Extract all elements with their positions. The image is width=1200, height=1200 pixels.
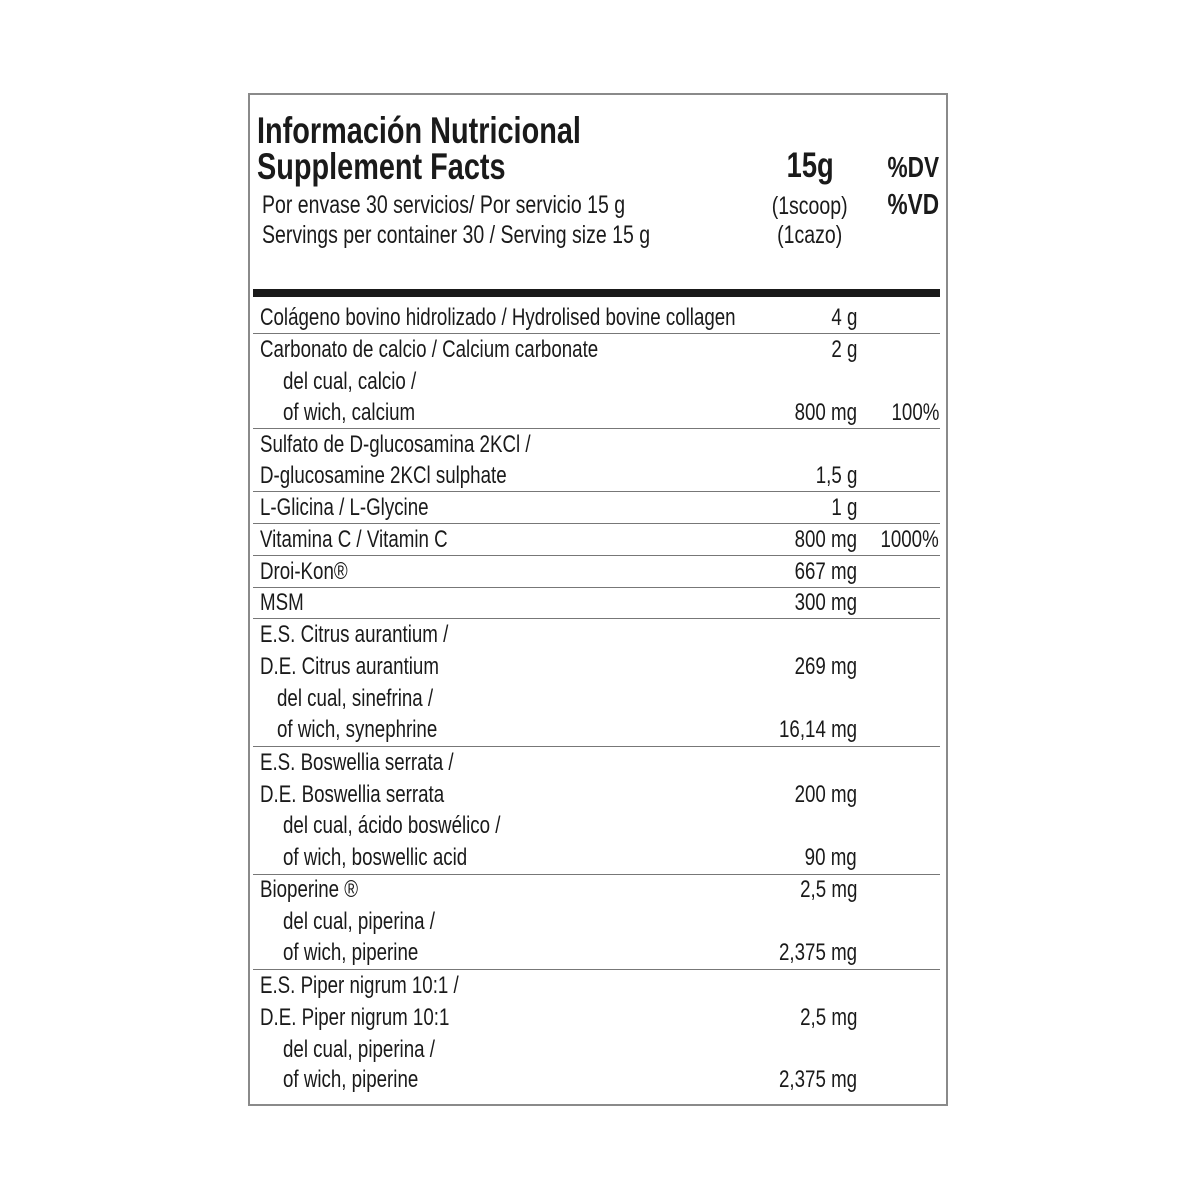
nutrient-amount: 2,375 mg bbox=[778, 939, 857, 966]
dv-en-heading: %DV bbox=[887, 152, 939, 184]
dv-es-heading: %VD bbox=[887, 189, 939, 221]
title-es: Información Nutricional bbox=[257, 110, 581, 151]
nutrient-amount: 300 mg bbox=[794, 589, 857, 616]
nutrient-amount: 2,5 mg bbox=[799, 876, 857, 903]
nutrient-dv: 1000% bbox=[880, 526, 939, 553]
nutrient-amount: 1,5 g bbox=[815, 462, 857, 489]
nutrient-amount: 800 mg bbox=[794, 526, 857, 553]
nutrient-name: Carbonato de calcio / Calcium carbonate bbox=[260, 336, 599, 363]
nutrient-amount: 16,14 mg bbox=[778, 716, 857, 743]
nutrient-amount: 1 g bbox=[830, 494, 857, 521]
nutrient-name: E.S. Boswellia serrata / bbox=[260, 749, 454, 776]
nutrient-subname: del cual, piperina / bbox=[283, 908, 435, 935]
nutrient-subname: of wich, synephrine bbox=[277, 716, 438, 743]
nutrient-subname: del cual, sinefrina / bbox=[277, 685, 434, 712]
nutrient-subname: of wich, boswellic acid bbox=[283, 844, 468, 871]
row-divider bbox=[253, 587, 940, 588]
row-divider bbox=[253, 969, 940, 970]
nutrient-dv: 100% bbox=[891, 399, 939, 426]
scoop-en: (1scoop) bbox=[772, 192, 848, 220]
nutrient-amount: 2,375 mg bbox=[778, 1066, 857, 1093]
nutrient-name: E.S. Citrus aurantium / bbox=[260, 621, 449, 648]
nutrient-name: D-glucosamine 2KCl sulphate bbox=[260, 462, 507, 489]
nutrient-name: Droi-Kon® bbox=[260, 558, 348, 585]
nutrient-subname: of wich, piperine bbox=[283, 1066, 419, 1093]
nutrient-amount: 2 g bbox=[830, 336, 857, 363]
nutrient-amount: 800 mg bbox=[794, 399, 857, 426]
row-divider bbox=[253, 874, 940, 875]
row-divider bbox=[253, 618, 940, 619]
row-divider bbox=[253, 523, 940, 524]
serving-info-es: Por envase 30 servicios/ Por servicio 15 g bbox=[262, 191, 626, 219]
row-divider bbox=[253, 555, 940, 556]
nutrient-name: D.E. Boswellia serrata bbox=[260, 781, 445, 808]
row-divider bbox=[253, 428, 940, 429]
nutrient-amount: 269 mg bbox=[794, 653, 857, 680]
nutrient-name: D.E. Citrus aurantium bbox=[260, 653, 439, 680]
title-en: Supplement Facts bbox=[257, 146, 506, 187]
nutrient-subname: of wich, calcium bbox=[283, 399, 416, 426]
row-divider bbox=[253, 746, 940, 747]
nutrient-name: Sulfato de D-glucosamina 2KCl / bbox=[260, 431, 531, 458]
header-divider bbox=[253, 289, 940, 297]
nutrient-amount: 90 mg bbox=[804, 844, 857, 871]
nutrient-name: E.S. Piper nigrum 10:1 / bbox=[260, 972, 459, 999]
nutrient-name: MSM bbox=[260, 589, 304, 616]
nutrient-name: Vitamina C / Vitamin C bbox=[260, 526, 448, 553]
row-divider bbox=[253, 491, 940, 492]
nutrient-name: L-Glicina / L-Glycine bbox=[260, 494, 429, 521]
nutrient-name: Bioperine ® bbox=[260, 876, 359, 903]
nutrient-subname: del cual, ácido boswélico / bbox=[283, 812, 501, 839]
nutrient-subname: of wich, piperine bbox=[283, 939, 419, 966]
serving-info-en: Servings per container 30 / Serving size 15 g bbox=[262, 221, 651, 249]
nutrient-subname: del cual, piperina / bbox=[283, 1036, 435, 1063]
nutrient-amount: 200 mg bbox=[794, 781, 857, 808]
nutrient-name: D.E. Piper nigrum 10:1 bbox=[260, 1004, 450, 1031]
nutrient-subname: del cual, calcio / bbox=[283, 368, 417, 395]
serving-amount: 15g bbox=[786, 146, 834, 185]
nutrient-amount: 667 mg bbox=[794, 558, 857, 585]
nutrient-amount: 4 g bbox=[830, 304, 857, 331]
nutrient-name: Colágeno bovino hidrolizado / Hydrolised bovine collagen bbox=[260, 304, 736, 331]
scoop-es: (1cazo) bbox=[777, 221, 843, 249]
row-divider bbox=[253, 333, 940, 334]
nutrient-amount: 2,5 mg bbox=[799, 1004, 857, 1031]
